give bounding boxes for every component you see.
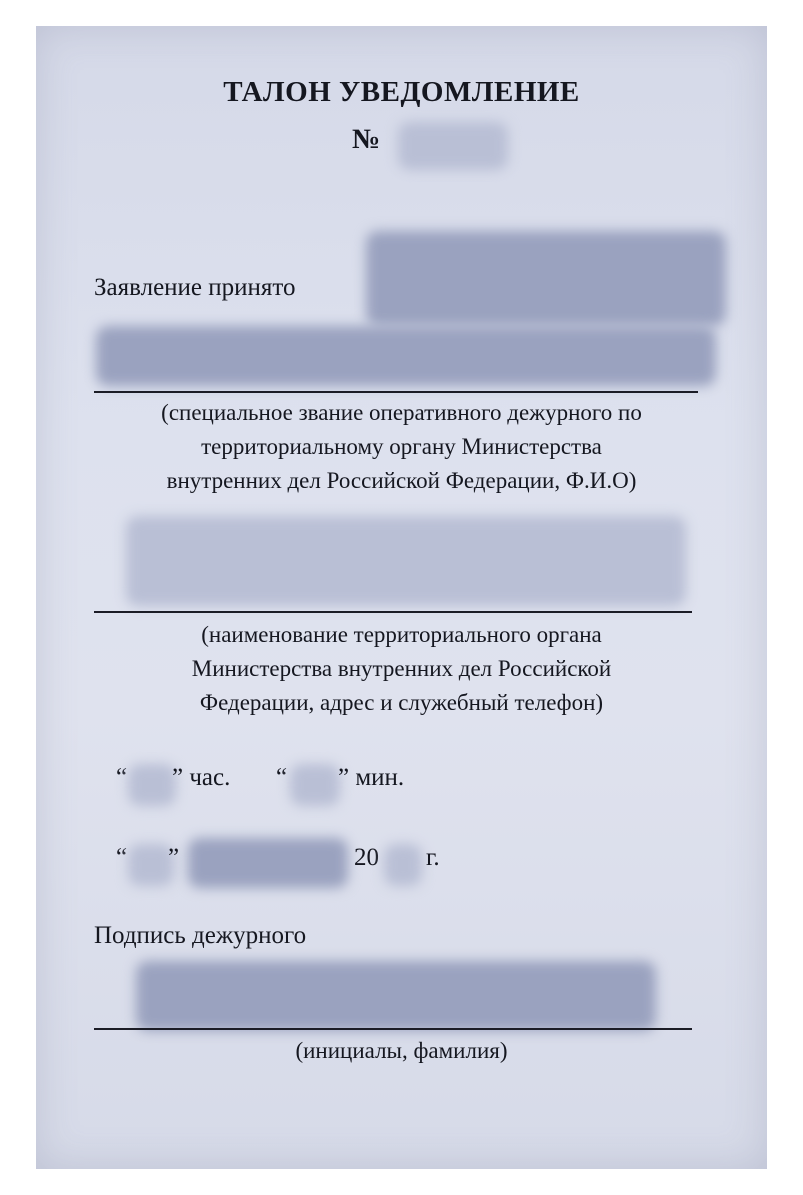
redacted-minutes [290, 764, 340, 806]
year-suffix: г. [426, 844, 440, 871]
day-close-quote: ” [168, 844, 180, 871]
hours-label: ” час. [172, 764, 231, 791]
officer-caption-line-1: (специальное звание оперативного дежурного по [161, 400, 642, 425]
hours-open-quote: “ [116, 764, 128, 791]
officer-line [94, 391, 698, 393]
redacted-year [384, 844, 422, 886]
redacted-hours [128, 764, 176, 806]
organ-caption-line-1: (наименование территориального органа [201, 622, 602, 647]
organ-caption-line-3: Федерации, адрес и служебный телефон) [199, 690, 604, 715]
notification-slip [36, 26, 767, 1169]
redacted-month [188, 838, 348, 888]
redacted-officer-rank [96, 326, 716, 386]
minutes-label: ” мин. [338, 764, 405, 791]
officer-caption [36, 396, 767, 498]
officer-caption-line-2: территориальному органу Министерства [201, 434, 602, 459]
redacted-signature [136, 961, 656, 1031]
signature-caption: (инициалы, фамилия) [295, 1038, 508, 1063]
year-prefix: 20 [354, 844, 379, 871]
organ-caption [36, 618, 767, 720]
redacted-officer-name [366, 231, 726, 326]
organ-caption-line-2: Министерства внутренних дел Российской [191, 656, 612, 681]
redacted-number [398, 122, 508, 170]
minutes-open-quote: “ [276, 764, 288, 791]
redacted-organ-name [126, 516, 686, 606]
organ-line [94, 611, 692, 613]
accepted-label: Заявление принято [94, 274, 296, 301]
number-label: № [352, 124, 381, 155]
officer-caption-line-3: внутренних дел Российской Федерации, Ф.И.О) [166, 468, 637, 493]
signature-line [94, 1028, 692, 1030]
document-title: ТАЛОН УВЕДОМЛЕНИЕ [223, 76, 580, 108]
signature-label: Подпись дежурного [94, 922, 307, 949]
day-open-quote: “ [116, 844, 128, 871]
